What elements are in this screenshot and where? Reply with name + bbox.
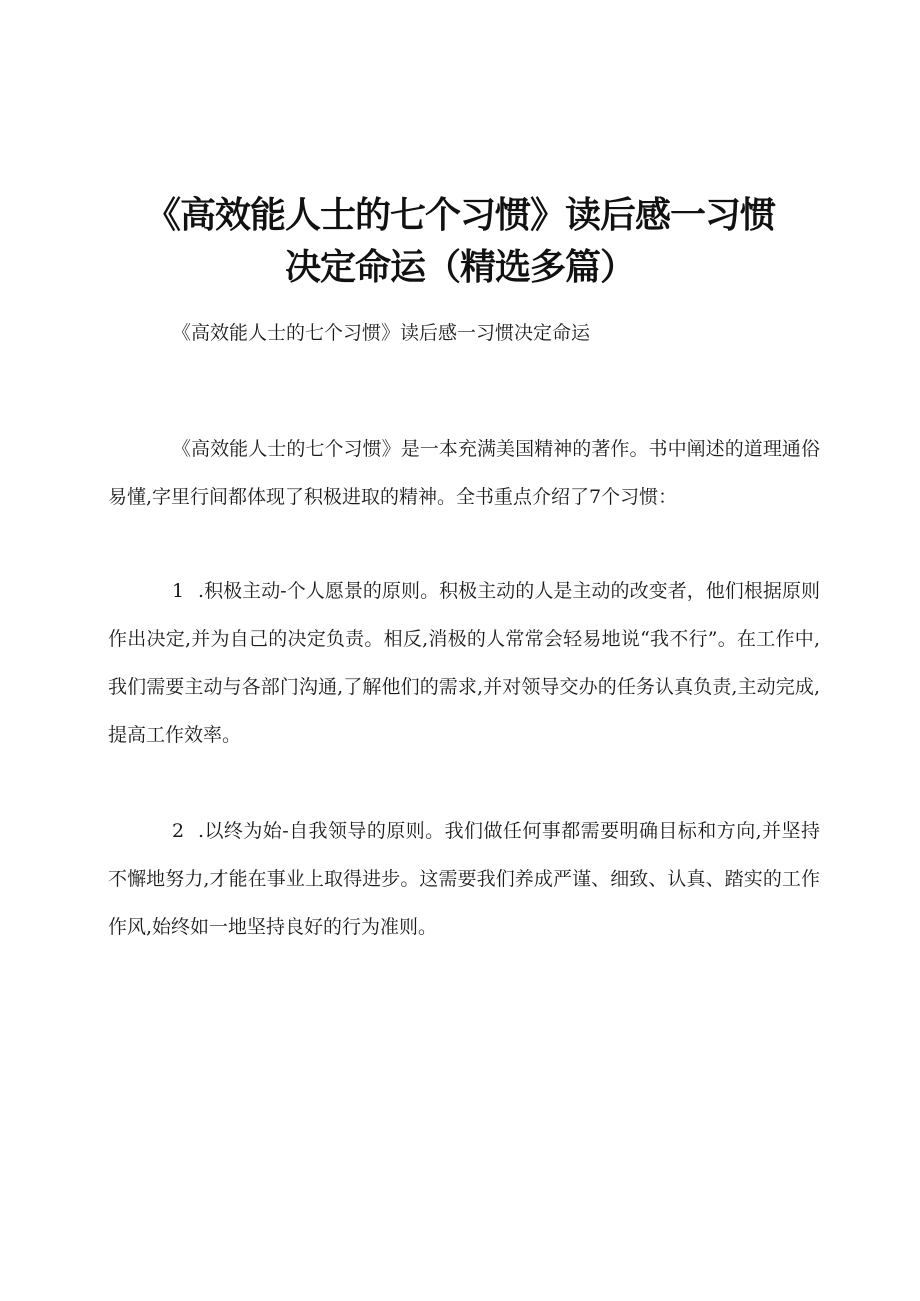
habit-1-text: .积极主动-个人愿景的原则。积极主动的人是主动的改变者，他们根据原则作出决定,并为自己的决定负责。相反,消极的人常常会轻易地说“我不行”。在工作中,我们需要主动与各部门沟通,了解他们的需求,并对领导交办的任务认真负责,主动完成,提高工作效率。	[108, 580, 820, 746]
intro-paragraph: 《高效能人士的七个习惯》是一本充满美国精神的著作。书中阐述的道理通俗易懂,字里行间都体现了积极进取的精神。全书重点介绍了7个习惯：	[108, 438, 820, 508]
habit-2-paragraph	[108, 807, 820, 951]
title-line-1: 《高效能人士的七个习惯》读后感一习惯	[144, 195, 775, 237]
document-subtitle: 《高效能人士的七个习惯》读后感一习惯决定命运	[172, 322, 591, 344]
title-line-2: 决定命运（精选多篇）	[284, 247, 635, 289]
habit-2-number: 2	[172, 820, 185, 842]
habit-1-paragraph	[108, 567, 820, 759]
habit-2-text: .以终为始-自我领导的原则。我们做任何事都需要明确目标和方向,并坚持不懈地努力,才能在事业上取得进步。这需要我们养成严谨、细致、认真、踏实的工作作风,始终如一地坚持良好的行为准则。	[108, 820, 820, 938]
habit-1-number: 1	[172, 580, 185, 602]
document-title	[100, 190, 820, 294]
